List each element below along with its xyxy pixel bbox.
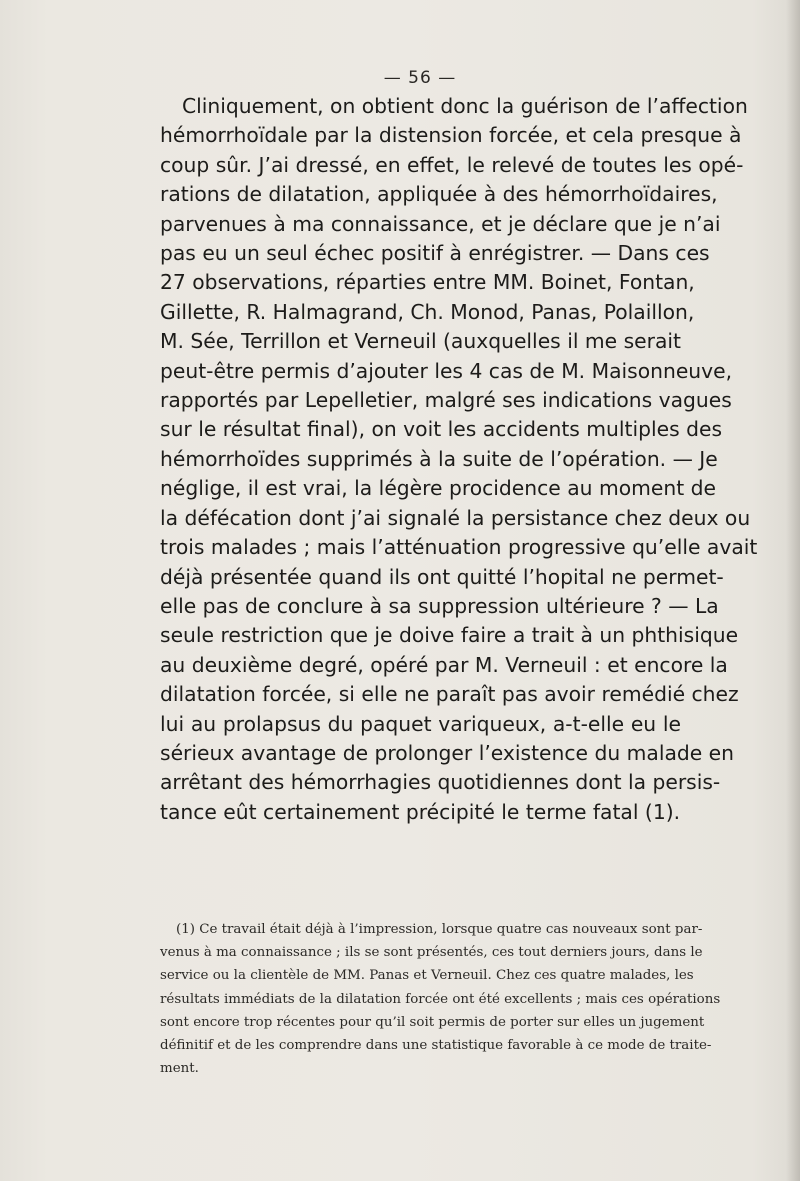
body-line: coup sûr. J’ai dressé, en effet, le relevé de toutes les opé- <box>160 152 744 177</box>
body-line: rapportés par Lepelletier, malgré ses indications vagues <box>160 388 732 413</box>
body-line: elle pas de conclure à sa suppression ultérieure ? — La <box>160 593 719 618</box>
body-line: néglige, il est vrai, la légère procidence au moment de <box>160 476 716 501</box>
body-line: hémorrhoïdale par la distension forcée, et cela presque à <box>160 123 742 148</box>
body-line: pas eu un seul échec positif à enrégistrer. — Dans ces <box>160 241 710 266</box>
body-line: rations de dilatation, appliquée à des hémorrhoïdaires, <box>160 182 718 207</box>
page-number: — 56 — <box>383 68 457 88</box>
page-edge-shadow <box>786 0 800 1181</box>
footnote-line: ment. <box>160 1061 199 1077</box>
body-line: sérieux avantage de prolonger l’existence du malade en <box>160 740 735 765</box>
body-line: hémorrhoïdes supprimés à la suite de l’opération. — Je <box>160 446 718 471</box>
body-paragraph <box>160 92 758 827</box>
body-line: sur le résultat final), on voit les accidents multiples des <box>160 417 723 442</box>
body-line: lui au prolapsus du paquet variqueux, a-t-elle eu le <box>160 711 681 736</box>
body-line: dilatation forcée, si elle ne paraît pas avoir remédié chez <box>160 682 739 707</box>
body-line: seule restriction que je doive faire a trait à un phthisique <box>160 623 739 648</box>
body-line: 27 observations, réparties entre MM. Boinet, Fontan, <box>160 270 695 295</box>
footnote-line: résultats immédiats de la dilatation forcée ont été excellents ; mais ces opérations <box>160 991 721 1007</box>
body-line: la défécation dont j’ai signalé la persistance chez deux ou <box>160 505 751 530</box>
body-line: Cliniquement, on obtient donc la guérison de l’affection <box>182 94 748 118</box>
footnote-line: (1) Ce travail était déjà à l’impression, lorsque quatre cas nouveaux sont par- <box>176 922 703 937</box>
body-line: tance eût certainement précipité le terme fatal (1). <box>160 799 681 824</box>
body-line: trois malades ; mais l’atténuation progressive qu’elle avait <box>160 535 758 560</box>
footnote <box>160 918 721 1080</box>
body-line: Gillette, R. Halmagrand, Ch. Monod, Panas, Polaillon, <box>160 299 695 324</box>
body-line: déjà présentée quand ils ont quitté l’hopital ne permet- <box>160 564 724 589</box>
footnote-line: service ou la clientèle de MM. Panas et Verneuil. Chez ces quatre malades, les <box>160 968 694 984</box>
body-line: au deuxième degré, opéré par M. Verneuil : et encore la <box>160 652 728 677</box>
footnote-line: sont encore trop récentes pour qu’il soit permis de porter sur elles un jugement <box>160 1014 705 1030</box>
footnote-line: définitif et de les comprendre dans une statistique favorable à ce mode de traite- <box>160 1038 712 1054</box>
body-line: M. Sée, Terrillon et Verneuil (auxquelles il me serait <box>160 329 681 354</box>
footnote-line: venus à ma connaissance ; ils se sont présentés, ces tout derniers jours, dans le <box>160 945 703 961</box>
body-line: peut-être permis d’ajouter les 4 cas de M. Maisonneuve, <box>160 358 733 383</box>
body-line: arrêtant des hémorrhagies quotidiennes dont la persis- <box>160 770 721 795</box>
body-line: parvenues à ma connaissance, et je déclare que je n’ai <box>160 211 721 236</box>
